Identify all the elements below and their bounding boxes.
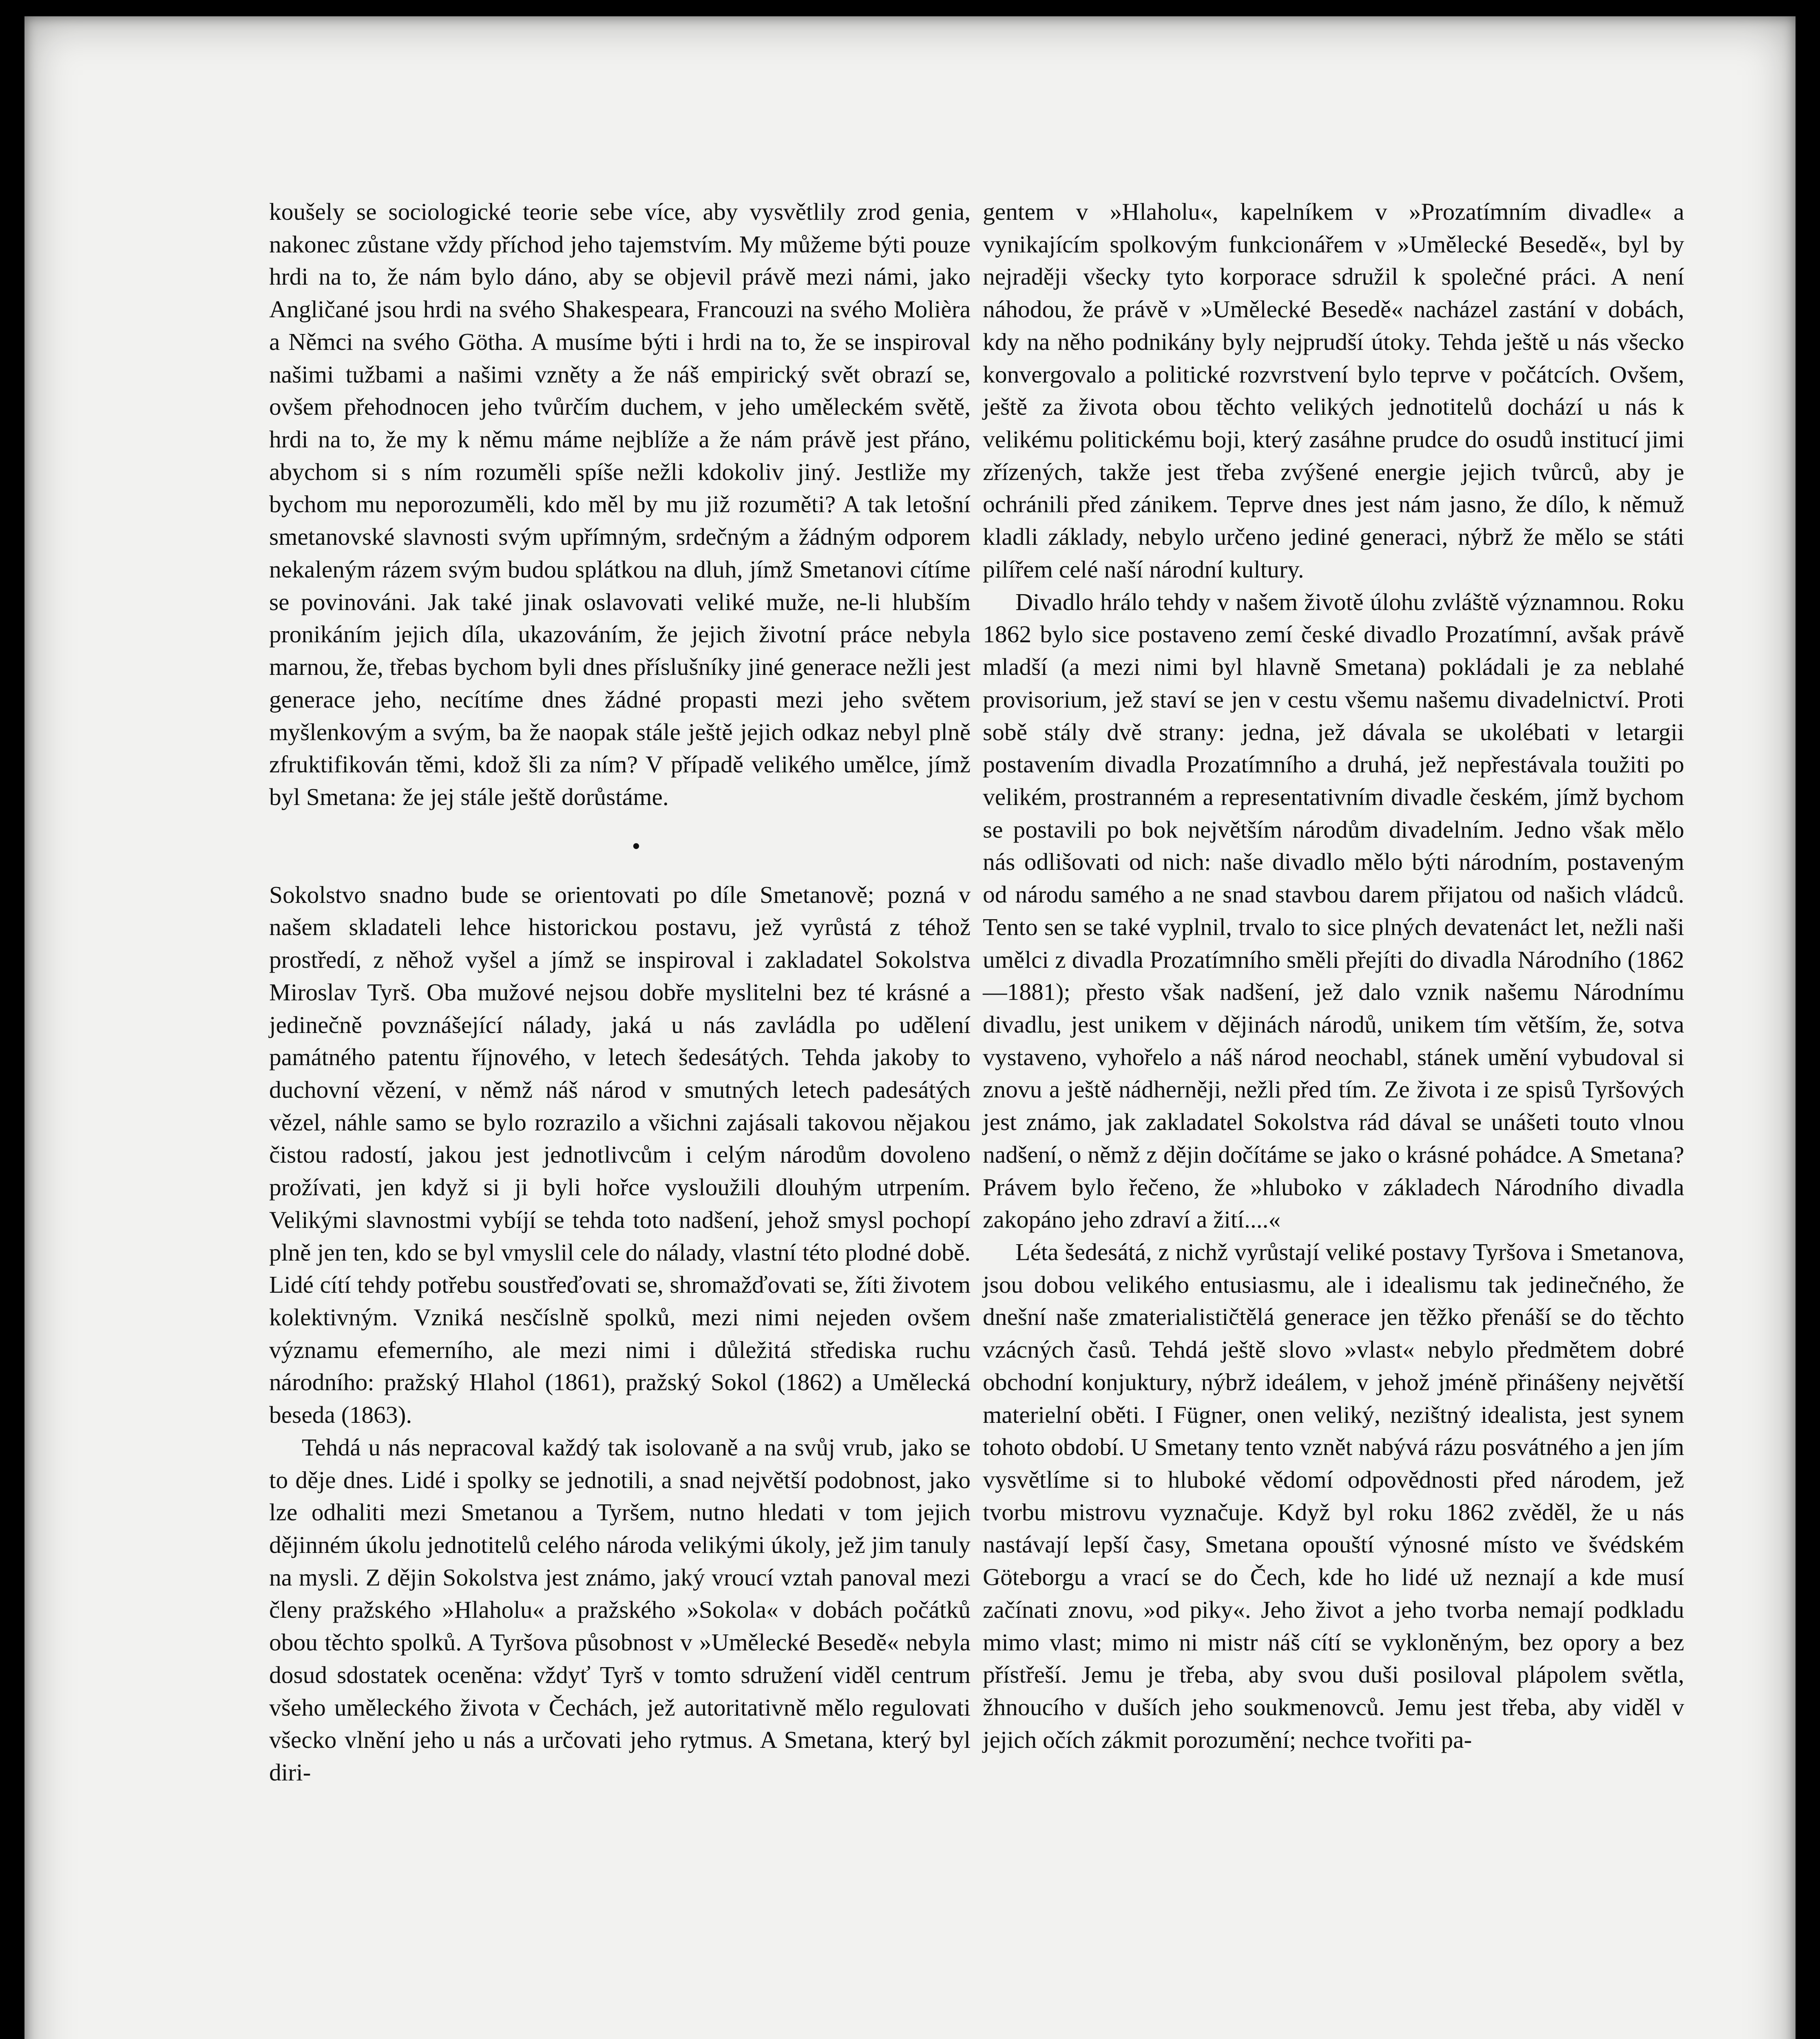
- paragraph-tehda: Tehdá u nás nepracoval každý tak isolovaně a na svůj vrub, jako se to děje dnes. Lidé i spolky se jednotili, a snad největší podobnost, jako lze odhaliti mezi Smetanou a Tyršem, nutno hledati v tom jejich dějinném úkolu jednotitelů celého národa velikými úkoly, jež jim tanuly na mysli. Z dějin Sokolstva jest známo, jaký vroucí vztah panoval mezi členy pražského »Hlaholu« a pražského »Sokola« v dobách počátků obou těchto spolků. A Tyršova působnost v »Umělecké Besedě« nebyla dosud sdostatek oceněna: vždyť Tyrš v tomto sdružení viděl centrum všeho uměleckého života v Čechách, jež autoritativně mělo regulovati všecko vlnění jeho u nás a určovati jeho rytmus. A Smetana, který byl diri-: [269, 1433, 971, 1786]
- paragraph-genius: koušely se sociologické teorie sebe více, aby vysvětlily zrod genia, nakonec zůstane vždy příchod jeho tajemstvím. My můžeme býti pouze hrdi na to, že nám bylo dáno, aby se objevil právě mezi námi, jako Angličané jsou hrdi na svého Shakespeara, Francouzi na svého Molièra a Němci na svého Götha. A musíme býti i hrdi na to, že se inspiroval našimi tužbami a našimi vzněty a že náš empirický svět obrazí se, ovšem přehodnocen jeho tvůrčím duchem, v jeho uměleckém světě, hrdi na to, že my k němu máme nejblíže a že nám právě jest přáno, abychom si s ním rozuměli spíše nežli kdokoliv jiný. Jestliže my bychom mu neporozuměli, kdo měl by mu již rozuměti? A tak letošní smetanovské slavnosti svým upřímným, srdečným a žádným odporem nekaleným rázem svým budou splátkou na dluh, jímž Smetanovi cítíme se povinováni. Jak také jinak oslavovati veliké muže, ne-li hlubším pronikáním jejich díla, ukazováním, že jejich životní práce nebyla marnou, že, třebas bychom byli dnes příslušníky jiné generace nežli jest generace jeho, necítíme dnes žádné propasti mezi jeho světem myšlenkovým a svým, ba že naopak stále ještě jejich odkaz nebyl plně zfruktifikován těmi, kdož šli za ním? V případě velikého umělce, jímž byl Smetana: že jej stále ještě dorůstáme.: [269, 198, 971, 810]
- paragraph-leta-sedesata: Léta šedesátá, z nichž vyrůstají veliké postavy Tyršova i Smetanova, jsou dobou velikého entusiasmu, ale i idealismu tak jedinečného, že dnešní naše zmaterialističtělá generace jen těžko přenáší se do těchto vzácných časů. Tehdá ještě slovo »vlast« nebylo předmětem dobré obchodní konjuktury, nýbrž ideálem, v jehož jméně přinášeny největší materielní oběti. I Fügner, onen veliký, nezištný idealista, jest synem tohoto období. U Smetany tento vznět nabývá rázu posvátného a jen jím vysvětlíme si to hluboké vědomí odpovědnosti před národem, jež tvorbu mistrovu vyznačuje. Když byl roku 1862 zvěděl, že u nás nastávají lepší časy, Smetana opouští výnosné místo ve švédském Göteborgu a vrací se do Čech, kde ho lidé už neznají a kde musí začínati znovu, »od piky«. Jeho život a jeho tvorba nemají podkladu mimo vlast; mimo ni mistr náš cítí se vykloněným, bez opory a bez přístřeší. Jemu je třeba, aby svou duši posiloval plápolem světla, žhnoucího v duších jeho soukmenovců. Jemu jest třeba, aby viděl v jejich očích zákmit porozumění; nechce tvořiti pa-: [983, 1238, 1684, 1753]
- paragraph-gentem: gentem v »Hlaholu«, kapelníkem v »Prozatímním divadle« a vynikajícím spolkovým funkcionářem v »Umělecké Besedě«, byl by nejraději všecky tyto korporace sdružil k společné práci. A není náhodou, že právě v »Umělecké Besedě« nacházel zastání v dobách, kdy na něho podnikány byly nejprudší útoky. Tehda ještě u nás všecko konvergovalo a politické rozvrstvení bylo teprve v počátcích. Ovšem, ještě za života obou těchto velikých jednotitelů dochází u nás k velikému politickému boji, který zasáhne prudce do osudů institucí jimi zřízených, takže jest třeba zvýšené energie jejich tvůrců, aby je ochránili před zánikem. Teprve dnes jest nám jasno, že dílo, k němuž kladli základy, nebylo určeno jediné generaci, nýbrž že mělo se státi pilířem celé naší národní kultury.: [983, 198, 1684, 583]
- paragraph-sokolstvo: Sokolstvo snadno bude se orientovati po díle Smetanově; pozná v našem skladateli lehce historickou postavu, jež vyrůstá z téhož prostředí, z něhož vyšel a jímž se inspiroval i zakladatel Sokolstva Miroslav Tyrš. Oba mužové nejsou dobře myslitelni bez té krásné a jedinečně povznášející nálady, jaká u nás zavládla po udělení památného patentu říjnového, v letech šedesátých. Tehda jakoby to duchovní vězení, v němž náš národ v smutných letech padesátých vězel, náhle samo se bylo rozrazilo a všichni zajásali takovou nějakou čistou radostí, jakou jest jednotlivcům i celým národům dovoleno prožívati, jen když si ji byli hořce vysloužili dlouhým utrpením. Velikými slavnostmi vybíjí se tehda toto nadšení, jehož smysl pochopí plně jen ten, kdo se byl vmyslil cele do nálady, vlastní této plodné době. Lidé cítí tehdy potřebu soustřeďovati se, shromažďovati se, žíti životem kolektivným. Vzniká nesčíslně spolků, mezi nimi nejeden ovšem významu efemerního, ale mezi nimi i důležitá střediska ruchu národního: pražský Hlahol (1861), pražský Sokol (1862) a Umělecká beseda (1863).: [269, 881, 971, 1429]
- paragraph-divadlo: Divadlo hrálo tehdy v našem životě úlohu zvláště významnou. Roku 1862 bylo sice postaveno zemí české divadlo Prozatímní, avšak právě mladší (a mezi nimi byl hlavně Smetana) pokládali je za neblahé provisorium, jež staví se jen v cestu všemu našemu divadelnictví. Proti sobě stály dvě strany: jedna, jež dávala se ukolébati v letargii postavením divadla Prozatímního a druhá, jež nepřestávala toužiti po velikém, prostranném a representativním divadle českém, jímž bychom se postavili po bok největším národům divadelním. Jedno však mělo nás odlišovati od nich: naše divadlo mělo býti národním, postaveným od národu samého a ne snad stavbou darem přijatou od našich vládců. Tento sen se také vyplnil, trvalo to sice plných devatenáct let, nežli naši umělci z divadla Prozatímního směli přejíti do divadla Národního (1862—1881); přesto však nadšení, jež dalo vznik našemu Národnímu divadlu, jest unikem v dějinách národů, unikem tím větším, že, sotva vystaveno, vyhořelo a náš národ neochabl, stánek umění vybudoval si znovu a ještě nádherněji, nežli před tím. Ze života i ze spisů Tyršových jest známo, jak zakladatel Sokolstva rád dával se unášeti touto vlnou nadšení, o němž z dějin dočítáme se jako o krásné pohádce. A Smetana? Právem bylo řečeno, že »hluboko v základech Národního divadla zakopáno jeho zdraví a žití....«: [983, 588, 1684, 1233]
- right-column: [983, 196, 1684, 1756]
- section-separator: •: [632, 832, 641, 860]
- scanned-page: [24, 16, 1796, 2039]
- left-column: [269, 196, 971, 1789]
